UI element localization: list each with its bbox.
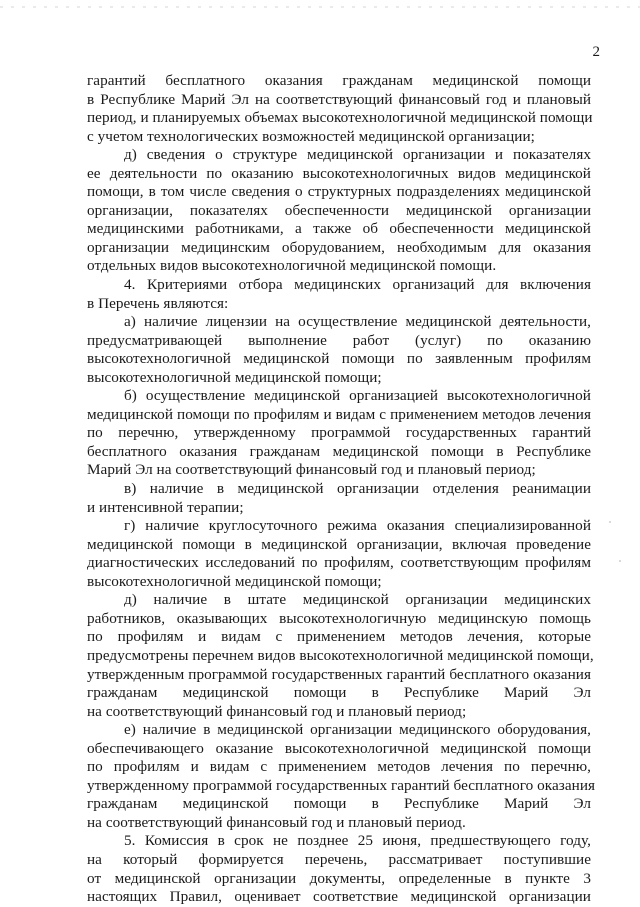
text-line: медицинскими работниками, а также об обеспеченности медицинской — [87, 220, 591, 238]
text-line: г) наличие круглосуточного режима оказания специализированной — [124, 517, 591, 535]
text-line: медицинской помощи в медицинской организации, включая проведение — [87, 535, 591, 553]
text-line: высокотехнологичной медицинской помощи по заявленным профилям — [87, 350, 591, 368]
text-line: б) осуществление медицинской организацией высокотехнологичной — [124, 387, 591, 405]
text-line: работников, оказывающих высокотехнологичную медицинскую помощь — [87, 609, 591, 627]
page-number: 2 — [592, 44, 600, 60]
text-line: 5. Комиссия в срок не позднее 25 июня, предшествующего году, — [124, 832, 591, 850]
text-line: е) наличие в медицинской организации медицинского оборудования, — [124, 721, 591, 739]
text-line: на соответствующий финансовый год и плановый период. — [87, 813, 466, 831]
text-line: организации, показателях обеспеченности медицинской организации — [87, 201, 591, 219]
text-line: высокотехнологичной медицинской помощи; — [87, 572, 382, 590]
text-line: в Перечень являются: — [87, 294, 229, 312]
text-line: организации медицинским оборудованием, необходимым для оказания — [87, 238, 591, 256]
text-line: и интенсивной терапии; — [87, 498, 244, 516]
text-line: 4. Критериями отбора медицинских организаций для включения — [124, 276, 591, 294]
text-line: по профилям и видам с применением методов лечения по перечню, — [87, 758, 591, 776]
text-line: а) наличие лицензии на осуществление медицинской деятельности, — [124, 313, 591, 331]
text-line: Марий Эл на соответствующий финансовый год и плановый период; — [87, 461, 536, 479]
scan-artifact-line — [0, 6, 640, 8]
text-line: гражданам медицинской помощи в Республике Марий Эл — [87, 795, 591, 813]
text-line: настоящих Правил, оценивает соответствие медицинской организации — [87, 888, 591, 906]
text-line: утвержденным программой государственных гарантий бесплатного оказания — [87, 665, 591, 683]
text-line: высокотехнологичной медицинской помощи; — [87, 368, 382, 386]
text-line: отдельных видов высокотехнологичной медицинской помощи. — [87, 257, 497, 275]
text-line: предусмотрены перечнем видов высокотехнологичной медицинской помощи, — [87, 646, 594, 664]
text-line: д) сведения о структуре медицинской организации и показателях — [124, 146, 591, 164]
document-body — [87, 72, 596, 907]
text-line: период, и планируемых объемах высокотехнологичной медицинской помощи — [87, 109, 593, 127]
text-line: помощи, в том числе сведения о структурных подразделениях медицинской — [87, 183, 591, 201]
text-line: в) наличие в медицинской организации отделения реанимации — [124, 480, 591, 498]
text-line: предусматривающей выполнение работ (услуг) по оказанию — [87, 331, 591, 349]
text-line: с учетом технологических возможностей медицинской организации; — [87, 127, 535, 145]
text-line: по перечню, утвержденному программой государственных гарантий — [87, 424, 591, 442]
text-line: в Республике Марий Эл на соответствующий финансовый год и плановый — [87, 90, 591, 108]
text-line: по профилям и видам с применением методов лечения, которые — [87, 628, 591, 646]
text-line: на который формируется перечень, рассматривает поступившие — [87, 850, 591, 868]
text-line: утвержденному программой государственных гарантий бесплатного оказания — [87, 776, 596, 794]
text-line: гражданам медицинской помощи в Республике Марий Эл — [87, 684, 591, 702]
text-line: ее деятельности по оказанию высокотехнологичных видов медицинской — [87, 164, 591, 182]
text-line: от медицинской организации документы, определенные в пункте 3 — [87, 869, 591, 887]
text-line: обеспечивающего оказание высокотехнологичной медицинской помощи — [87, 739, 591, 757]
text-line: диагностических исследований по профилям, соответствующим профилям — [87, 554, 591, 572]
text-line: гарантий бесплатного оказания гражданам медицинской помощи — [87, 72, 591, 89]
scan-artifact-dot — [619, 560, 621, 562]
text-line: медицинской помощи по профилям и видам с применением методов лечения — [87, 405, 591, 423]
scan-artifact-dot — [609, 521, 611, 523]
text-line: бесплатного оказания гражданам медицинской помощи в Республике — [87, 442, 591, 460]
text-line: на соответствующий финансовый год и плановый период; — [87, 702, 467, 720]
text-line: д) наличие в штате медицинской организации медицинских — [124, 591, 591, 609]
